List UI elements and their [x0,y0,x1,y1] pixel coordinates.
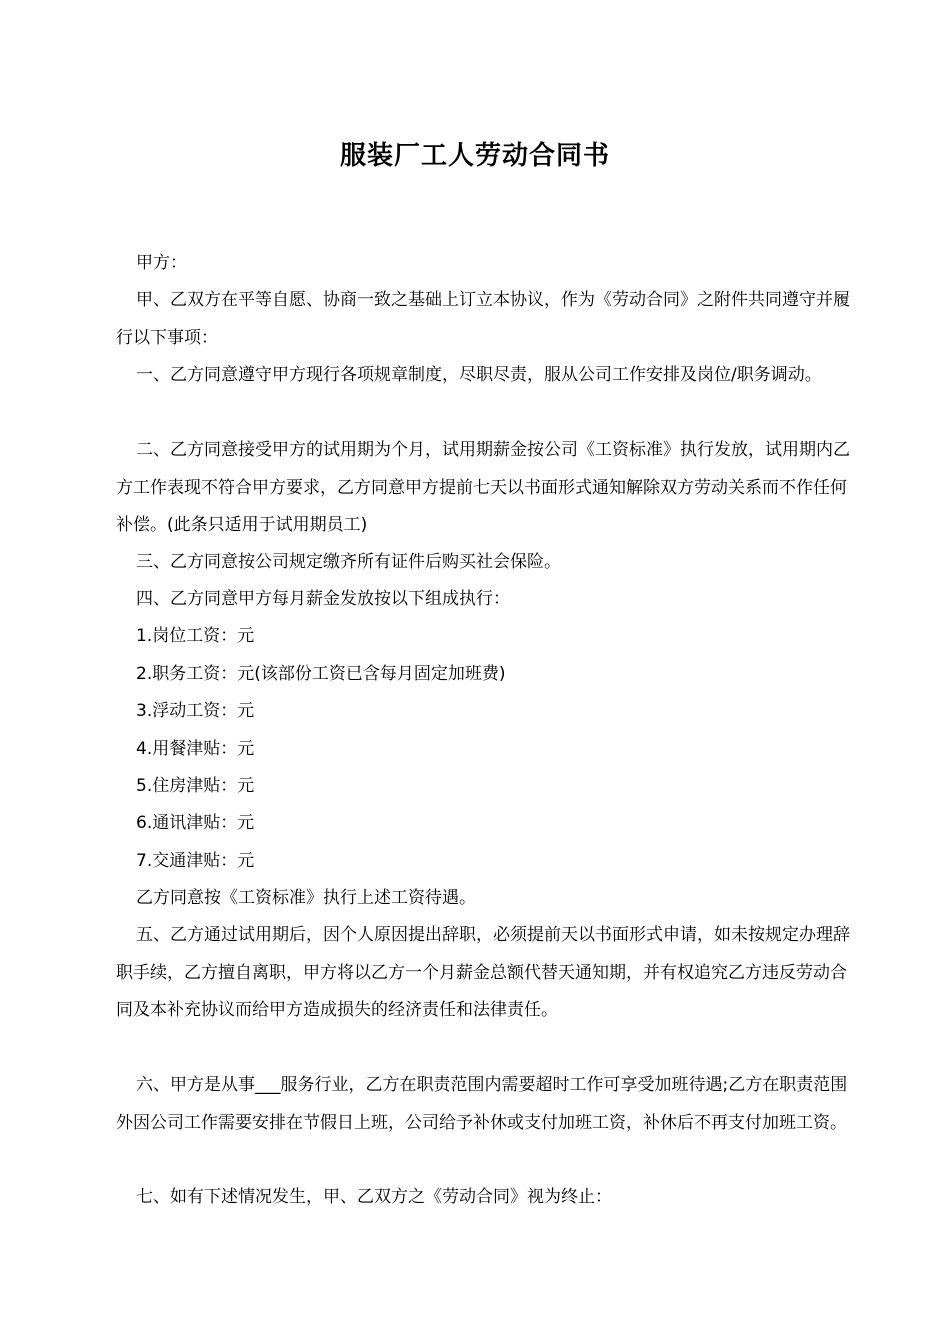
clause-4: 四、乙方同意甲方每月薪金发放按以下组成执行： [136,589,510,609]
salary-item-1: 1.岗位工资：元 [136,626,255,646]
clause-6: 六、甲方是从事___服务行业，乙方在职责范围内需要超时工作可享受加班待遇;乙方在职责范围外因公司工作需要安排在节假日上班，公司给予补休或支付加班工资，补休后不再支付加班工资。 [116,1075,848,1133]
clause-1: 一、乙方同意遵守甲方现行各项规章制度，尽职尽责，服从公司工作安排及岗位/职务调动。 [136,365,822,385]
salary-item-7: 7.交通津贴：元 [136,851,255,871]
salary-item-2: 2.职务工资：元(该部份工资已含每月固定加班费) [136,664,506,684]
salary-item-3: 3.浮动工资：元 [136,701,255,721]
salary-item-5: 5.住房津贴：元 [136,776,255,796]
clause-5: 五、乙方通过试用期后，因个人原因提出辞职，必须提前天以书面形式申请，如未按规定办理辞职手续，乙方擅自离职，甲方将以乙方一个月薪金总额代替天通知期，并有权追究乙方违反劳动合同及本补充协议而给甲方造成损失的经济责任和法律责任。 [116,925,850,1020]
party-a-label: 甲方： [136,253,187,273]
clause-3: 三、乙方同意按公司规定缴齐所有证件后购买社会保险。 [136,552,561,572]
clause-7: 七、如有下述情况发生，甲、乙双方之《劳动合同》视为终止： [136,1187,612,1207]
clause-2: 二、乙方同意接受甲方的试用期为个月，试用期薪金按公司《工资标准》执行发放，试用期内乙方工作表现不符合甲方要求，乙方同意甲方提前七天以书面形式通知解除双方劳动关系而不作任何补偿。(此条只适用于试用期员工) [116,440,850,535]
preamble-paragraph: 甲、乙双方在平等自愿、协商一致之基础上订立本协议，作为《劳动合同》之附件共同遵守并履行以下事项： [116,290,850,348]
salary-item-6: 6.通讯津贴：元 [136,813,255,833]
salary-item-4: 4.用餐津贴：元 [136,739,255,759]
salary-agreement: 乙方同意按《工资标准》执行上述工资待遇。 [136,888,476,908]
document-title: 服装厂工人劳动合同书 [339,141,610,171]
